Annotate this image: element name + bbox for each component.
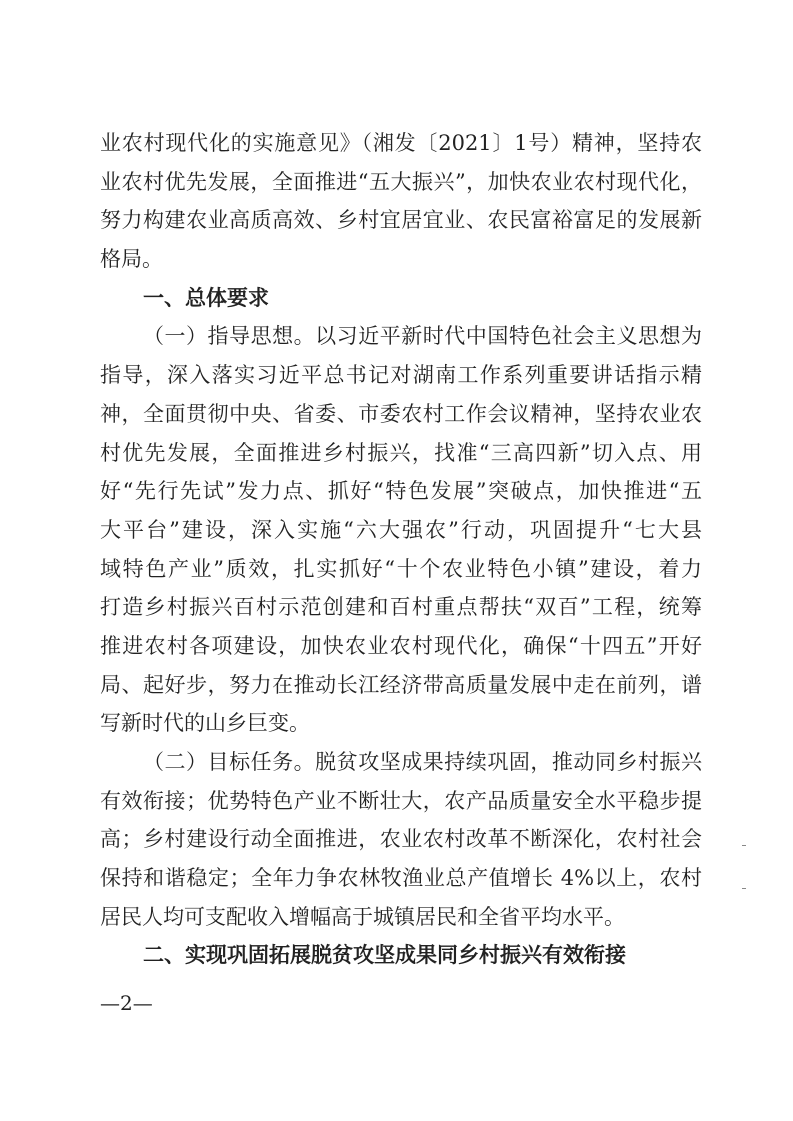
text-line: （二）目标任务。脱贫攻坚成果持续巩固，推动同乡村振兴: [143, 750, 702, 774]
text-line: 努力构建农业高质高效、乡村宜居宜业、农民富裕富足的发展新: [100, 208, 702, 233]
text-line: 好“先行先试”发力点、抓好“特色发展”突破点，加快推进“五: [100, 479, 702, 504]
section-heading-2: 二、实现巩固拓展脱贫攻坚成果同乡村振兴有效衔接: [143, 943, 626, 968]
scan-mark: [742, 845, 746, 846]
text-line: 指导，深入落实习近平总书记对湖南工作系列重要讲话指示精: [100, 363, 702, 388]
text-line: 神，全面贯彻中央、省委、市委农村工作会议精神，坚持农业农: [100, 401, 702, 426]
text-line: 域特色产业”质效，扎实抓好“十个农业特色小镇”建设，着力: [100, 556, 702, 581]
text-line: 高；乡村建设行动全面推进，农业农村改革不断深化，农村社会: [100, 827, 702, 852]
text-line: 大平台”建设，深入实施“六大强农”行动，巩固提升“七大县: [100, 517, 702, 542]
text-line: 有效衔接；优势特色产业不断壮大，农产品质量安全水平稳步提: [100, 788, 702, 813]
text-line: 保持和谐稳定；全年力争农林牧渔业总产值增长 4%以上，农村: [100, 866, 702, 891]
text-line: 业农村现代化的实施意见》（湘发〔2021〕1号）精神，坚持农: [100, 131, 702, 155]
text-line: 居民人均可支配收入增幅高于城镇居民和全省平均水平。: [100, 904, 625, 929]
text-line: 推进农村各项建设，加快农业农村现代化，确保“十四五”开好: [100, 633, 702, 658]
text-line: 局、起好步，努力在推动长江经济带高质量发展中走在前列，谱: [100, 672, 702, 697]
section-heading-1: 一、总体要求: [143, 285, 269, 310]
text-line: 格局。: [100, 247, 163, 272]
scan-mark: [742, 888, 746, 889]
page-number: —2—: [100, 991, 153, 1015]
text-line: 写新时代的山乡巨变。: [100, 711, 310, 736]
text-line: 村优先发展，全面推进乡村振兴，找准“三高四新”切入点、用: [100, 440, 702, 465]
text-line: 业农村优先发展，全面推进“五大振兴”，加快农业农村现代化，: [100, 169, 702, 194]
document-body: [100, 124, 702, 975]
text-line: （一）指导思想。以习近平新时代中国特色社会主义思想为: [143, 324, 702, 349]
text-line: 打造乡村振兴百村示范创建和百村重点帮扶“双百”工程，统筹: [100, 595, 702, 620]
